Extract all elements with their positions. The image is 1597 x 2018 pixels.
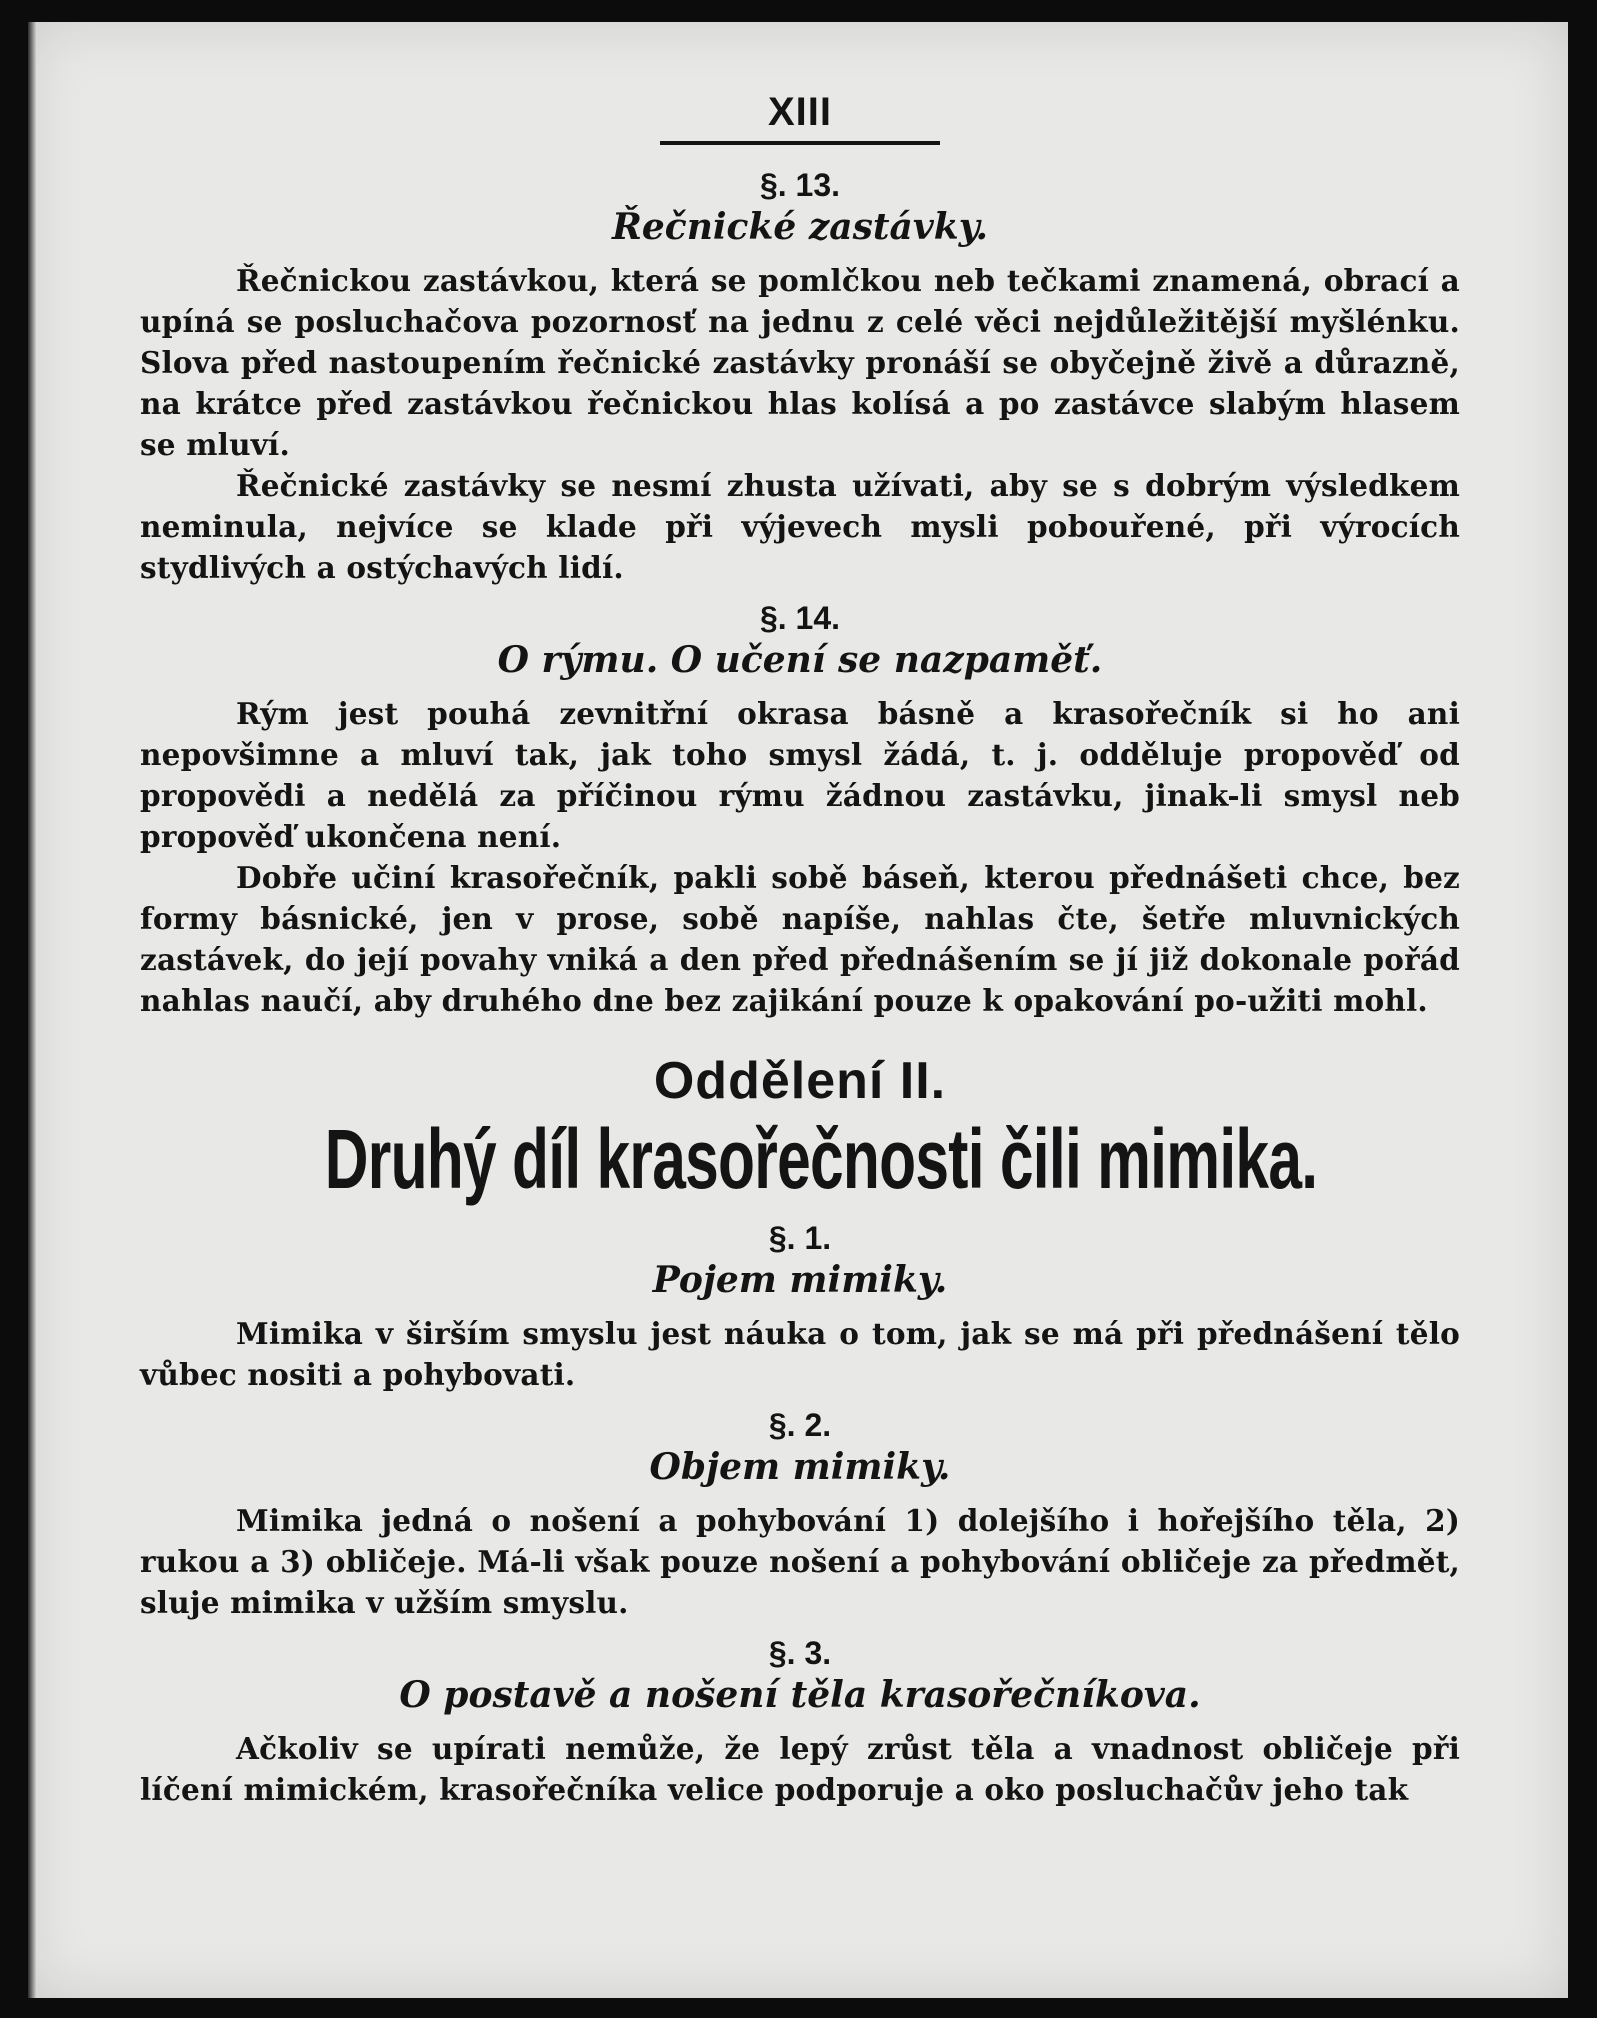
section-title: O postavě a nošení těla krasořečníkova. [399, 1674, 1201, 1716]
section-number: §. 13. [759, 167, 841, 203]
part-title: Druhý díl krasořečnosti čili mimika. [324, 1112, 1318, 1206]
section-number: §. 3. [768, 1635, 832, 1671]
section-title: Řečnické zastávky. [611, 206, 989, 248]
section-13 [140, 167, 1460, 588]
section-2 [140, 1407, 1460, 1623]
section-number: §. 2. [768, 1407, 832, 1443]
paragraph: Dobře učiní krasořečník, pakli sobě báseň, kterou přednášeti chce, bez formy básnické, jen v prose, sobě napíše, nahlas čte, šetře mluvnických zastávek, do její povahy vniká a den před přednášením se jí již dokonale pořád nahlas naučí, aby druhého dne bez zajikání pouze k opakování po-užiti mohl. [140, 860, 1460, 1018]
header-rule [660, 141, 940, 145]
division-heading: Oddělení II. [653, 1052, 947, 1110]
page-number: XIII [767, 90, 833, 134]
section-number: §. 1. [768, 1220, 832, 1256]
paragraph: Rým jest pouhá zevnitřní okrasa básně a krasořečník si ho ani nepovšimne a mluví tak, jak toho smysl žádá, t. j. odděluje propověď od propovědi a nedělá za příčinou rýmu žádnou zastávku, jinak-li smysl neb propověď ukončena není. [140, 696, 1460, 854]
paragraph: Mimika jedná o nošení a pohybování 1) dolejšího i hořejšího těla, 2) rukou a 3) obličeje. Má-li však pouze nošení a pohybování obličeje za předmět, sluje mimika v užším smyslu. [140, 1503, 1460, 1620]
section-title: Objem mimiky. [649, 1446, 951, 1488]
paragraph: Ačkoliv se upírati nemůže, že lepý zrůst těla a vnadnost obličeje při líčení mimickém, krasořečníka velice podporuje a oko posluchačův jeho tak [140, 1731, 1460, 1807]
section-14 [140, 600, 1460, 1021]
paragraph: Řečnické zastávky se nesmí zhusta užívati, aby se s dobrým výsledkem neminula, nejvíce se klade při výjevech mysli pobouřené, při výrocích stydlivých a ostýchavých lidí. [140, 468, 1460, 585]
book-page [28, 22, 1568, 1998]
section-3 [140, 1635, 1460, 1810]
page-content [140, 70, 1460, 1810]
section-title: Pojem mimiky. [652, 1259, 948, 1301]
page-gutter [28, 22, 36, 1998]
section-title: O rýmu. O učení se nazpaměť. [497, 639, 1103, 681]
section-number: §. 14. [759, 600, 841, 636]
paragraph: Mimika v širším smyslu jest náuka o tom, jak se má při přednášení tělo vůbec nositi a pohybovati. [140, 1316, 1460, 1392]
paragraph: Řečnickou zastávkou, která se pomlčkou neb tečkami znamená, obrací a upíná se posluchačova pozornosť na jednu z celé věci nejdůležitější myšlénku. Slova před nastoupením řečnické zastávky pronáší se obyčejně živě a důrazně, na krátce před zastávkou řečnickou hlas kolísá a po zastávce slabým hlasem se mluví. [140, 263, 1460, 462]
section-1 [140, 1220, 1460, 1395]
